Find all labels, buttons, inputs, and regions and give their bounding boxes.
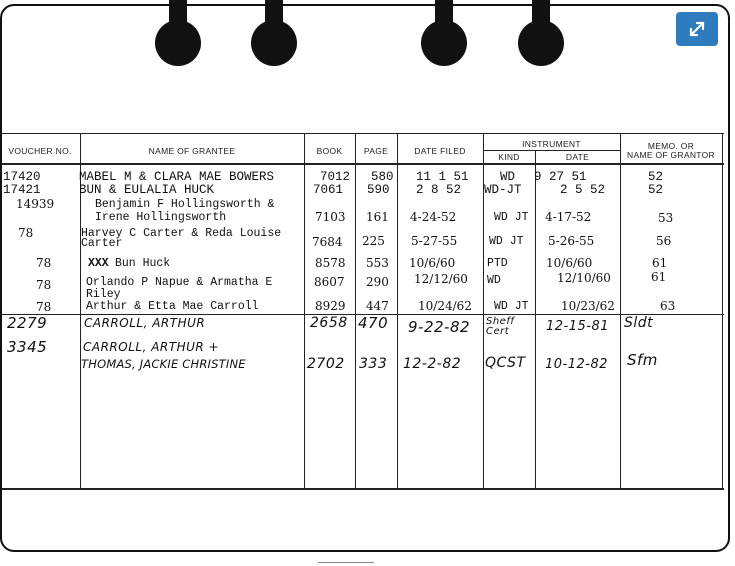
instrument-date: 2 5 52 (560, 183, 606, 197)
memo: Sldt (624, 315, 654, 331)
grantee-name-line2: THOMAS, JACKIE CHRISTINE (81, 357, 246, 371)
grantee-name: CARROLL, ARTHUR (84, 316, 206, 330)
instrument-kind: WD (500, 170, 516, 184)
voucher-no: 2279 (7, 314, 48, 332)
header-memo-line1: MEMO. OR (647, 141, 695, 151)
binder-hole (251, 0, 297, 64)
column-divider (535, 150, 536, 488)
date-filed: 12-2-82 (403, 356, 462, 372)
rule-line (2, 133, 724, 134)
grantee-name: Bun Huck (115, 257, 171, 270)
page-number: 225 (362, 234, 385, 248)
memo: 61 (651, 270, 667, 284)
instrument-kind: WD JT (494, 300, 529, 313)
instrument-date: 12/10/60 (557, 271, 611, 285)
memo: 53 (658, 211, 674, 225)
expand-arrows-icon (676, 12, 718, 46)
header-instrument: INSTRUMENT (522, 139, 581, 149)
book-number: 7684 (312, 235, 343, 249)
memo: 52 (648, 183, 664, 197)
binder-hole (518, 0, 564, 64)
page-number: 447 (366, 299, 389, 313)
strikeout-mark: XXX (88, 257, 109, 270)
voucher-no: 17421 (3, 183, 41, 197)
header-book: BOOK (316, 146, 343, 156)
instrument-kind: WD-JT (484, 183, 522, 197)
instrument-kind: WD JT (494, 211, 529, 224)
header-kind: KIND (498, 152, 520, 162)
voucher-no: 78 (36, 256, 52, 270)
page-number: 580 (371, 170, 394, 184)
binder-hole (155, 0, 201, 64)
grantee-name: BUN & EULALIA HUCK (79, 183, 215, 197)
voucher-no: 14939 (16, 197, 55, 211)
binder-hole (421, 0, 467, 64)
grantee-name-line2: Irene Hollingsworth (95, 211, 227, 224)
page-number: 290 (366, 275, 389, 289)
book-number: 8607 (314, 275, 345, 289)
date-filed: 5-27-55 (411, 234, 458, 248)
instrument-kind: WD JT (489, 235, 524, 248)
memo: 52 (648, 170, 664, 184)
date-filed: 10/6/60 (409, 256, 456, 270)
instrument-date: 9 27 51 (534, 170, 587, 184)
date-filed: 4-24-52 (410, 210, 457, 224)
date-filed: 12/12/60 (414, 272, 468, 286)
header-date: DATE (565, 152, 590, 162)
memo: 63 (660, 299, 676, 313)
book-number: 8929 (315, 299, 346, 313)
page-number: 590 (367, 183, 390, 197)
memo: 61 (652, 256, 668, 270)
voucher-no: 3345 (7, 338, 48, 356)
rule-line (2, 488, 724, 490)
book-number: 2702 (307, 356, 345, 372)
grantee-name: MABEL M & CLARA MAE BOWERS (79, 170, 275, 184)
header-page: PAGE (363, 146, 389, 156)
column-divider (304, 133, 305, 488)
memo: Sfm (627, 351, 658, 369)
rule-line (2, 163, 724, 165)
header-name-of-grantee: NAME OF GRANTEE (148, 146, 236, 156)
book-number: 7103 (315, 210, 346, 224)
book-number: 2658 (310, 315, 348, 331)
rule-line (484, 150, 620, 151)
page-number: 553 (366, 256, 389, 270)
instrument-date: 12-15-81 (546, 319, 610, 334)
voucher-no: 78 (36, 300, 52, 314)
instrument-date: 10/23/62 (561, 299, 615, 313)
instrument-kind: QCST (485, 355, 526, 371)
instrument-date: 5-26-55 (548, 234, 595, 248)
card-bottom-tab (318, 562, 374, 566)
instrument-date: 4-17-52 (545, 210, 592, 224)
grantee-name-line1: Benjamin F Hollingsworth & (95, 198, 275, 211)
grantee-name-line1: CARROLL, ARTHUR + (83, 340, 220, 354)
column-divider (397, 133, 398, 488)
column-divider (722, 133, 723, 488)
grantee-name-line1: Harvey C Carter & Reda Louise (81, 227, 282, 240)
book-number: 8578 (315, 256, 346, 270)
instrument-date: 10-12-82 (545, 357, 609, 372)
header-memo (620, 142, 722, 160)
grantee-name-line1: Orlando P Napue & Armatha E (86, 276, 273, 289)
page-number: 470 (358, 314, 389, 332)
page-number: 161 (366, 210, 389, 224)
instrument-date: 10/6/60 (546, 256, 593, 270)
voucher-no: 17420 (3, 170, 41, 184)
grantee-name-line2: Carter (81, 237, 123, 250)
header-voucher-no: VOUCHER NO. (8, 146, 72, 156)
grantee-name: Arthur & Etta Mae Carroll (86, 300, 259, 313)
memo: 56 (656, 234, 672, 248)
instrument-kind: PTD (487, 257, 508, 270)
header-memo-line2: NAME OF GRANTOR (627, 150, 715, 160)
page-number: 333 (359, 356, 388, 372)
date-filed: 11 1 51 (416, 170, 469, 184)
grantee-name-line2: Riley (86, 288, 121, 301)
expand-button[interactable] (676, 12, 718, 46)
voucher-no: 78 (18, 226, 34, 240)
voucher-no: 78 (36, 278, 52, 292)
instrument-kind: WD (487, 274, 501, 287)
date-filed: 9-22-82 (408, 318, 471, 336)
column-divider (355, 133, 356, 488)
header-date-filed: DATE FILED (414, 146, 466, 156)
column-divider (620, 133, 621, 488)
book-number: 7012 (320, 170, 351, 184)
date-filed: 10/24/62 (418, 299, 472, 313)
date-filed: 2 8 52 (416, 183, 462, 197)
book-number: 7061 (313, 183, 344, 197)
instrument-kind: Sheff Cert (486, 316, 515, 337)
